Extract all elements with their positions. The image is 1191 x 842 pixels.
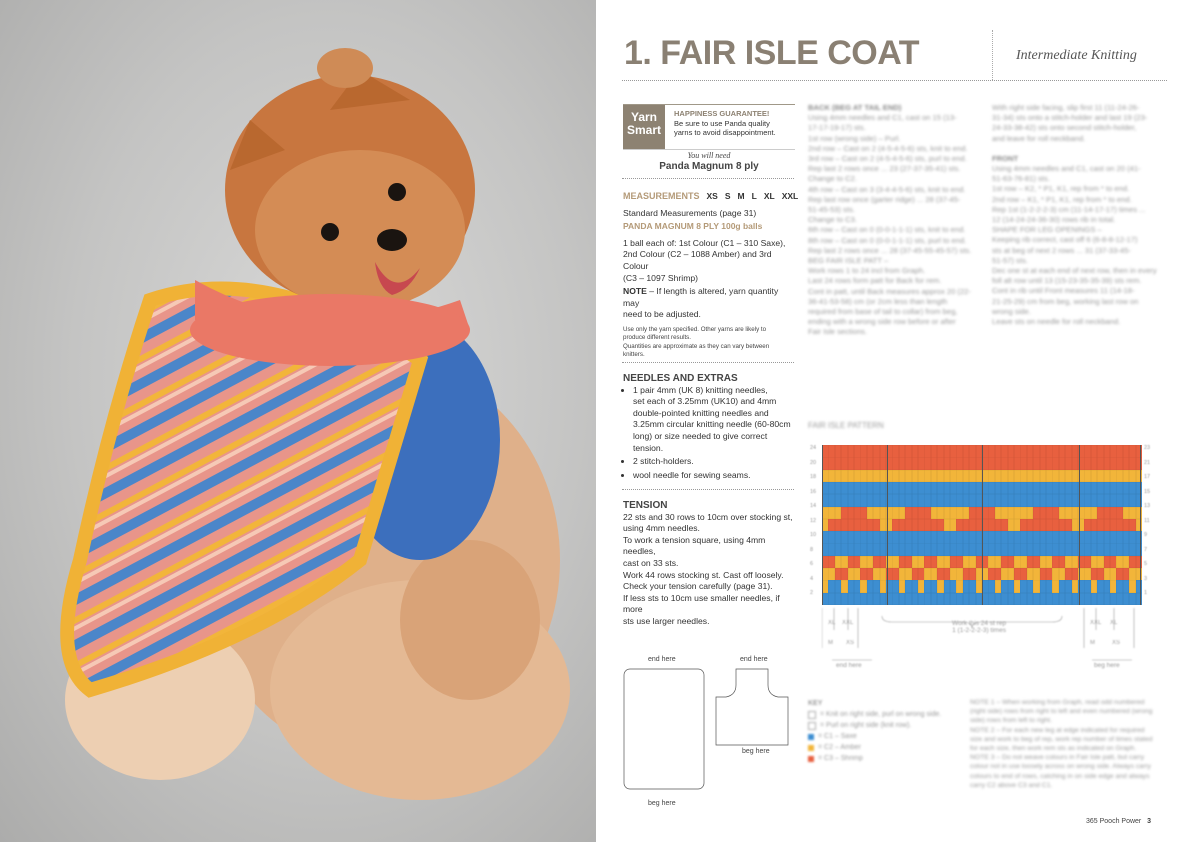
front-line: 2nd row – K1, * P1, K1, rep from * to end. [992, 194, 1132, 204]
key-text: = C1 – Saxe [818, 733, 857, 740]
note-line: NOTE 1 – When working from Graph, read odd numbered [970, 699, 1145, 706]
size-label: XL [763, 191, 775, 201]
fine-print-line: produce different results. [623, 334, 691, 342]
schematic-svg [616, 655, 796, 815]
chart-stitch [1136, 445, 1143, 458]
front-line: 1st row – K2, * P1, K1, rep from * to end. [992, 184, 1130, 194]
front-line: Leave sts on needle for roll neckband. [992, 317, 1121, 327]
note-line: size and work to beg of rep, work rep number of times stated [970, 735, 1153, 743]
you-will-need-label: You will need [687, 151, 731, 160]
tension-line: using 4mm needles. [623, 523, 700, 534]
chart-stitch [1136, 556, 1143, 569]
badge-line: Smart [626, 123, 661, 137]
header-rule [622, 80, 1167, 81]
footer [1086, 818, 1151, 825]
chart-key [808, 698, 958, 764]
fine-print-line: Use only the yarn specified. Other yarns are likely to [623, 325, 767, 333]
rule [622, 489, 794, 490]
back-line: 3rd row – Cast on 2 (4-5-4-5-6) sts, purl to end. [808, 154, 967, 164]
chart-row-label: 21 [1144, 459, 1151, 466]
key-text: = Knit on right side, purl on wrong side. [820, 711, 942, 718]
header-divider [992, 30, 993, 80]
back-line: ending with a wrong side row before or after [808, 317, 956, 327]
chart-row-label: 13 [1144, 503, 1151, 509]
back-line: Rep last 2 rows once ... 23 (27-37-35-41) sts. [808, 164, 961, 174]
front-line: 51-63-76-81) sts. [992, 174, 1050, 184]
page-title: 1. FAIR ISLE COAT [624, 34, 920, 72]
front-instructions [992, 103, 1167, 327]
difficulty-level: Intermediate Knitting [1016, 48, 1137, 63]
back-line: Last 24 rows form patt for Back for rem. [808, 276, 942, 286]
yarn-smart-line: yarns to avoid disappointment. [674, 128, 776, 137]
note-text: – If length is altered, yarn quantity may [623, 286, 779, 308]
needles-list [623, 385, 795, 482]
front-line: Dec one st at each end of next row, then in every [992, 266, 1157, 276]
size-label: S [724, 191, 731, 201]
tension-line: Work 44 rows stocking st. Cast off loosely. [623, 569, 784, 580]
chart-stitch [1136, 470, 1143, 483]
size-label: XXL [781, 191, 799, 201]
back-line: 51-45-53) sts. [808, 205, 855, 215]
back-line: 4th row – Cast on 3 (3-4-4-5-6) sts, knit to end. [808, 184, 966, 194]
yarn-smart-box [623, 104, 795, 150]
note-line: NOTE 2 – For each new leg at edge indicated for required [970, 726, 1145, 734]
front-line: SHAPE FOR LEG OPENINGS – [992, 225, 1102, 235]
back-line: 36-41-53-58) cm (or 2cm less than length [808, 296, 948, 306]
chart-stitch [1136, 482, 1143, 495]
chart-repeat-line [887, 445, 888, 605]
tension-line: sts use larger needles. [623, 615, 710, 626]
chart-beg-here: beg here [1094, 662, 1120, 669]
chart-row-label: 18 [810, 474, 817, 480]
chart-repeat-line [1140, 445, 1141, 605]
yarn-smart-badge [623, 105, 665, 149]
size-label: L [751, 191, 757, 201]
key-item [808, 742, 958, 753]
back-line: 2nd row – Cast on 2 (4-5-4-5-6) sts, knit to end. [808, 143, 968, 153]
front-line: Cont in rib until Front measures 11 (14-18- [992, 286, 1135, 296]
fair-isle-chart [822, 445, 1142, 605]
chart-size-label: M [828, 640, 833, 646]
needles-item: • wool needle for sewing seams. [633, 470, 795, 482]
front-line: Keeping rib correct, cast off 6 (6-8-8-12-17) [992, 235, 1138, 245]
colour-line: 2nd Colour (C2 – 1088 Amber) and 3rd Colour [623, 249, 772, 271]
back-line: Fair Isle sections. [808, 327, 868, 337]
yarn-heading: PANDA MAGNUM 8 PLY 100g balls [623, 221, 763, 232]
chart-row-label: 9 [1144, 532, 1148, 538]
schematic-label: beg here [742, 748, 770, 755]
yarn-product-name: Panda Magnum 8 ply [659, 161, 759, 172]
footer-text: 365 Pooch Power [1086, 818, 1142, 825]
note-line: side) rows from left to right. [970, 717, 1052, 725]
note-line: for each size, then work rem sts as indicated on Graph. [970, 745, 1137, 753]
page-number: 3 [1147, 818, 1152, 825]
schematic-label: end here [740, 656, 768, 663]
front-line: 51-57) sts. [992, 255, 1028, 265]
needles-line: 1 pair 4mm (UK 8) knitting needles, [633, 384, 768, 395]
back-line: Change to C2. [808, 174, 857, 184]
chart-stitch [1136, 507, 1143, 520]
key-text: = Purl on right side (knit row). [820, 722, 912, 729]
chart-stitch [1136, 531, 1143, 544]
fine-print-line: knitters. [623, 351, 645, 359]
tension-line: To work a tension square, using 4mm needles, [623, 534, 766, 557]
chart-row-label: 15 [1144, 488, 1151, 495]
chart-size-label: XXL [1090, 620, 1102, 626]
fine-print [623, 326, 795, 360]
chart-repeat-line [982, 445, 983, 605]
size-label: XS [706, 191, 718, 201]
back-instructions [808, 103, 978, 338]
chart-stitch [1136, 519, 1143, 532]
chart-row-label: 11 [1144, 517, 1150, 524]
note-line: colour not in use loosely across on wrong side. Always carry [970, 763, 1151, 771]
front-line: wrong side. [992, 306, 1031, 316]
needles-line: set each of 3.25mm (UK10) and 4mm [633, 396, 777, 407]
chart-row-label: 3 [1144, 575, 1148, 582]
back-line: Cont in patt, until Back measures approx 20 (22- [808, 286, 971, 296]
chart-row-label: 14 [810, 503, 817, 509]
note-label: NOTE [623, 286, 647, 297]
pattern-page [596, 0, 1191, 842]
rule [622, 362, 794, 363]
back-line: Using 4mm needles and C1, cast on 15 (13- [808, 113, 957, 123]
tension-section [623, 500, 795, 628]
instruction-line: With right side facing, slip first 11 (11-24-26- [992, 103, 1140, 112]
chart-row-label: 2 [810, 590, 814, 596]
note-line: carry C2 above C3 and C1. [970, 781, 1053, 789]
chart-size-label: M [1090, 640, 1095, 646]
front-line: 21-25-29) cm from beg, working last row on [992, 296, 1139, 306]
chart-stitch [1136, 457, 1143, 470]
chart-row-label: 12 [810, 517, 817, 524]
fine-print-line: Quantities are approximate as they can vary between [623, 342, 770, 350]
front-line: Using 4mm needles and C1, cast on 20 (41- [992, 164, 1141, 174]
chart-size-label: XXL [842, 620, 854, 626]
back-line: 6th row – Cast on 0 (0-0-1-1-1) sts, knit to end. [808, 225, 966, 235]
back-line: Work rows 1 to 24 incl from Graph. [808, 266, 926, 276]
chart-stitch [1136, 580, 1143, 593]
yarn-smart-heading: HAPPINESS GUARANTEE! [674, 109, 770, 118]
key-text: = C3 – Shrimp [818, 755, 863, 762]
chart-repeat-line [822, 445, 823, 605]
chart-row-label: 6 [810, 561, 814, 567]
back-line: Rep last 2 rows once ... 28 (37-45-55-45-57) sts. [808, 245, 972, 255]
back-line: 1st row (wrong side) – Purl. [808, 133, 901, 143]
key-item [808, 720, 958, 731]
needles-item: • 2 stitch-holders. [633, 456, 795, 468]
chart-row-label: 7 [1144, 546, 1148, 553]
chart-stitch [1136, 568, 1143, 581]
front-line: sts at beg of next 2 rows ... 31 (37-33-45- [992, 245, 1131, 255]
you-will-need [623, 151, 795, 172]
needles-line: long) or size needed to give correct tension. [633, 430, 768, 453]
measurements-heading: MEASUREMENTS [623, 191, 700, 201]
front-lines [992, 164, 1167, 327]
back-piece-shape [624, 669, 704, 789]
back-lines [808, 113, 978, 337]
chart-repeat-note [952, 620, 1006, 634]
back-line: 8th row – Cast on 0 (0-0-1-1-1) sts, purl to end. [808, 235, 967, 245]
repeat-label: Work this 24 st rep [952, 620, 1007, 627]
front-piece-shape [716, 669, 788, 745]
chart-stitch [1136, 494, 1143, 507]
yarn-smart-text [665, 105, 776, 149]
chart-notes [970, 698, 1170, 790]
schematic-label: end here [648, 656, 676, 663]
back-line: 17-17-19-17) sts. [808, 123, 866, 133]
chart-row-label: 20 [810, 459, 817, 466]
back-line: required from base of tail to collar) from beg, [808, 307, 958, 317]
chart-repeat-line [1079, 445, 1080, 605]
note-line: NOTE 3 – Do not weave colours in Fair Isle patt, but carry [970, 754, 1145, 762]
back-heading: BACK (BEG AT TAIL END) [808, 103, 902, 112]
tension-heading: TENSION [623, 500, 668, 511]
key-text: = C2 – Amber [818, 744, 861, 751]
chart-row-label: 5 [1144, 561, 1148, 567]
colour-line: 1 ball each of: 1st Colour (C1 – 310 Saxe), [623, 237, 786, 248]
repeat-label: 1 (1-2-2-2-3) times [952, 627, 1006, 634]
yarn-smart-line: Be sure to use Panda quality [674, 118, 770, 128]
chart-size-label: XL [1110, 620, 1118, 626]
rule [622, 178, 794, 179]
needles-line: double-pointed knitting needles and [633, 407, 769, 418]
instruction-line: and leave for roll neckband. [992, 133, 1086, 143]
note-line: colours to end of rows, catching in on side edge and always [970, 772, 1150, 780]
instruction-line: 31-34) sts onto a stitch-holder and last 19 (23- [992, 113, 1148, 123]
measurements-header [623, 191, 799, 203]
size-label: M [737, 191, 745, 201]
schematic-label: beg here [648, 800, 676, 807]
chart-stitch [1136, 543, 1143, 556]
tension-line: Check your tension carefully (page 31). [623, 581, 773, 592]
note-line: (right side) rows from right to left and even numbered (wrong [970, 708, 1153, 716]
back-line: BEG FAIR ISLE PATT – [808, 256, 889, 266]
tension-line: cast on 33 sts. [623, 557, 679, 568]
front-heading: FRONT [992, 153, 1019, 163]
right-top-lines [992, 103, 1167, 144]
measurements-section [623, 191, 799, 360]
needles-line: 3.25mm circular knitting needle (60-80cm [633, 419, 791, 430]
key-item [808, 753, 958, 764]
front-line: foll alt row until 13 (15-23-35-35-39) sts rem. [992, 276, 1142, 286]
needles-heading: NEEDLES AND EXTRAS [623, 373, 738, 384]
chart-end-here: end here [836, 662, 862, 669]
note-text: need to be adjusted. [623, 309, 701, 320]
key-item [808, 731, 958, 742]
instruction-line: 24-33-38-42) sts onto second stitch-holder, [992, 123, 1137, 133]
chart-row-label: 8 [810, 546, 814, 553]
needles-item [633, 385, 795, 455]
chart-row-label: 24 [810, 445, 817, 451]
tension-line: 22 sts and 30 rows to 10cm over stocking st, [623, 511, 793, 522]
garment-schematic [616, 655, 796, 815]
chart-row-label: 10 [810, 532, 817, 538]
badge-line: Yarn [630, 110, 657, 124]
chart-row-label: 16 [810, 488, 817, 495]
chart-size-label: XS [1112, 640, 1121, 646]
chart-row-label: 1 [1144, 590, 1148, 596]
back-line: Change to C3. [808, 215, 857, 225]
front-line: Rep 1st (1-2-2-2-3) cm (11-14-17-17) times ... [992, 204, 1146, 214]
standard-measurements: Standard Measurements (page 31) [623, 207, 757, 218]
front-line: 12 (14-24-24-36-30) rows rib in total. [992, 215, 1116, 225]
chart-size-label: XS [846, 640, 855, 646]
chart-heading: FAIR ISLE PATTERN [808, 421, 884, 430]
colour-line: (C3 – 1097 Shrimp) [623, 272, 698, 283]
chart-stitch [1136, 593, 1143, 606]
tension-line: If less sts to 10cm use smaller needles, if more [623, 592, 780, 615]
back-line: Rep last row once (garter ridge) ... 28 (37-45- [808, 194, 961, 204]
key-item [808, 709, 958, 720]
needles-section [623, 373, 795, 481]
chart-row-label: 23 [1144, 445, 1151, 451]
chart-size-label: XL [828, 620, 836, 626]
key-heading: KEY [808, 700, 823, 707]
chart-row-label: 17 [1144, 474, 1151, 480]
chart-row-label: 4 [810, 575, 814, 582]
